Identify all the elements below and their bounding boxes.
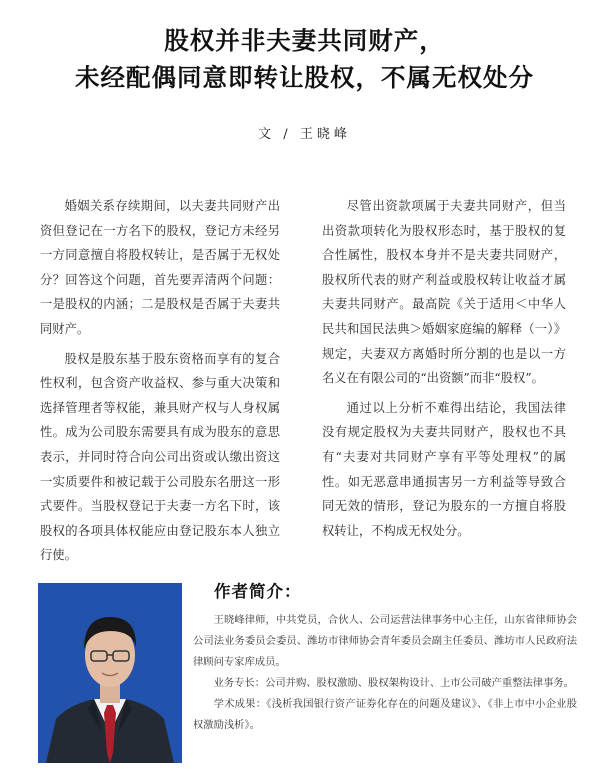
paragraph: 通过以上分析不难得出结论，我国法律没有规定股权为夫妻共同财产，股权也不具有“夫妻对共同财产享有平等处理权”的属性。如无恶意串通损害另一方利益等导致合同无效的情形，登记为股东的一方擅自将股权转让，不构成无权处分。 [322, 400, 566, 538]
author-heading: 作者简介： [214, 582, 302, 601]
title-line-1: 股权并非夫妻共同财产， [164, 26, 445, 55]
author-bio-paragraph: 王晓峰律师，中共党员，合伙人、公司运营法律事务中心主任，山东省律师协会公司法业务委员会委员、潍坊市律师协会青年委员会副主任委员、潍坊市人民政府法律顾问专家库成员。 [193, 614, 577, 668]
author-portrait-image [38, 583, 182, 763]
paragraph: 尽管出资款项属于夫妻共同财产，但当出资款项转化为股权形态时，基于股权的复合性属性，股权本身并不是夫妻共同财产，股权所代表的财产利益或股权转让收益才属夫妻共同财产。最高院《关于适用＜中华人民共和国民法典＞婚姻家庭编的解释（一）》规定，夫妻双方离婚时所分割的也是以一方名义在有限公司的“出资额”而非“股权”。 [322, 199, 566, 386]
byline: 文 / 王晓峰 [258, 127, 351, 142]
paragraph: 婚姻关系存续期间，以夫妻共同财产出资但登记在一方名下的股权，登记方未经另一方同意擅自将股权转让，是否属于无权处分？回答这个问题，首先要弄清两个问题：一是股权的内涵；二是股权是否属于夫妻共同财产。 [40, 199, 280, 336]
author-bio-paragraph: 业务专长：公司并购、股权激励、股权架构设计、上市公司破产重整法律事务。 [213, 677, 574, 689]
author-photo [38, 583, 182, 763]
right-column [322, 194, 566, 548]
article-title [0, 22, 609, 96]
paragraph: 股权是股东基于股东资格而享有的复合性权利，包含资产收益权、参与重大决策和选择管理者等权能，兼具财产权与人身权属性。成为公司股东需要具有成为股东的意思表示，并同时符合向公司出资或认缴出资这一实质要件和被记载于公司股东名册这一形式要件。当股权登记于夫妻一方名下时，该股权的各项具体权能应由登记股东本人独立行使。 [40, 351, 280, 563]
title-line-2: 未经配偶同意即转让股权，不属无权处分 [75, 63, 534, 92]
left-column [40, 194, 280, 573]
author-bio-paragraph: 学术成果：《浅析我国银行资产证券化存在的问题及建议》、《非上市中小企业股权激励浅析》。 [193, 698, 577, 731]
author-bio [193, 610, 577, 736]
